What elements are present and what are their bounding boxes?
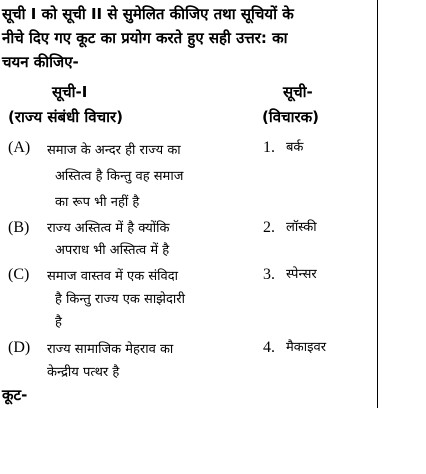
list2-number: 1. xyxy=(263,139,275,156)
list1-subheading: (राज्य संबंधी विचार) xyxy=(8,108,124,126)
item-line: अपराध भी अस्तित्व में है xyxy=(55,243,170,258)
list1-item xyxy=(47,338,247,384)
instruction-line-3: चयन कीजिए- xyxy=(2,53,79,71)
item-line: है किन्तु राज्य एक साझेदारी xyxy=(55,292,185,307)
list2-subheading: (विचारक) xyxy=(262,108,320,126)
list1-heading: सूची-I xyxy=(52,83,88,101)
list2-item: लॉस्की xyxy=(286,220,317,235)
kut-label: कूट- xyxy=(2,386,28,404)
list2-number: 2. xyxy=(263,219,275,236)
instruction-line-2: नीचे दिए गए कूट का प्रयोग करते हुए सही उत्तर: का xyxy=(2,29,288,47)
list2-number: 4. xyxy=(263,339,275,356)
list1-item xyxy=(47,265,247,334)
item-line: राज्य सामाजिक मेहराव का xyxy=(47,342,174,357)
item-line: अस्तित्व है किन्तु वह समाज xyxy=(55,169,184,184)
list2-item: बर्क xyxy=(286,140,304,155)
list2-number: 3. xyxy=(263,266,275,283)
column-divider-line xyxy=(377,0,378,408)
row-letter: (C) xyxy=(8,266,30,283)
item-line: समाज के अन्दर ही राज्य का xyxy=(47,143,181,158)
row-letter: (D) xyxy=(8,339,31,356)
row-letter: (B) xyxy=(8,219,30,236)
list2-heading: सूची- xyxy=(283,83,313,101)
item-line: समाज वास्तव में एक संविदा xyxy=(47,269,178,284)
list2-item: स्पेन्सर xyxy=(286,267,317,282)
instruction-line-1: सूची I को सूची II से सुमेलित कीजिए तथा सूचियों के xyxy=(2,5,294,23)
item-line: है xyxy=(55,315,62,330)
list1-item xyxy=(47,218,247,262)
question-instruction xyxy=(2,2,374,74)
row-letter: (A) xyxy=(8,139,31,156)
item-line: केन्द्रीय पत्थर है xyxy=(47,365,120,380)
item-line: राज्य अस्तित्व में है क्योंकि xyxy=(47,221,170,236)
item-line: का रूप भी नहीं है xyxy=(55,195,140,210)
list1-item xyxy=(47,138,247,216)
list2-item: मैकाइवर xyxy=(286,340,327,355)
